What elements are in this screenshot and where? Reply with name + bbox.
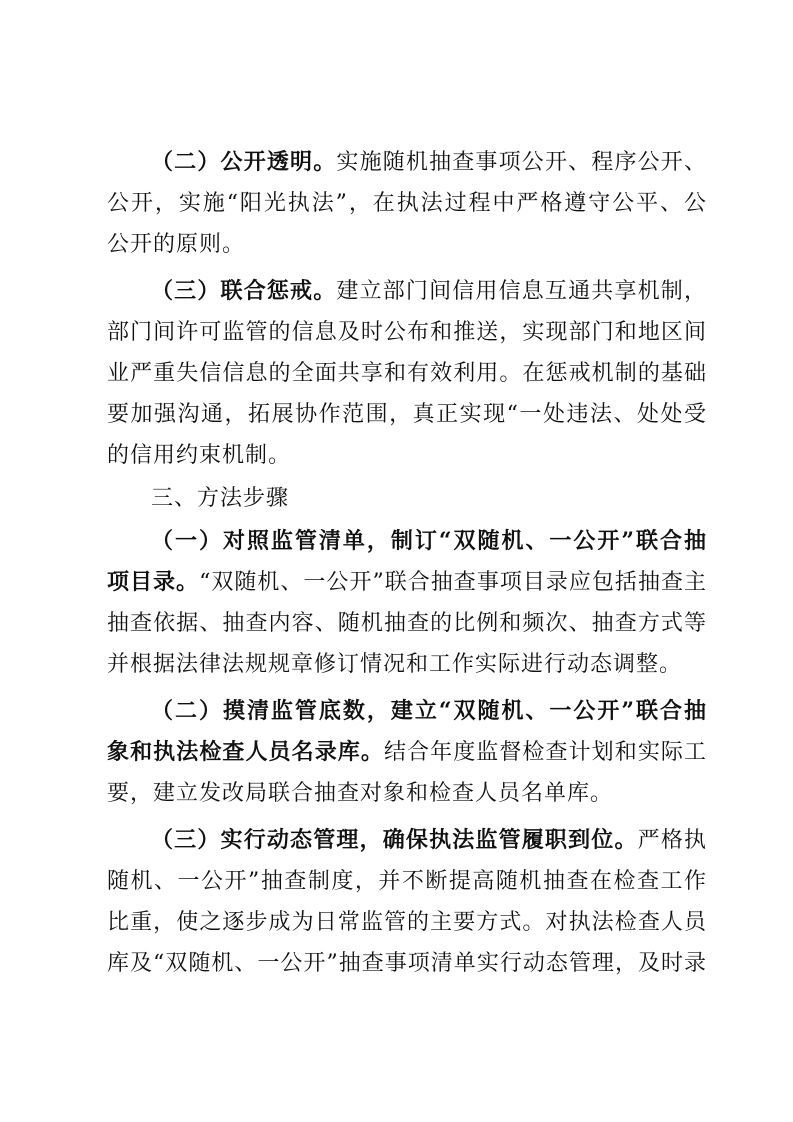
document-body: [107, 142, 707, 984]
text-run: 严格执: [637, 828, 707, 853]
paragraph-joint-punishment: [107, 271, 707, 476]
text-run: 建立部门间信用信息互通共享机制，: [336, 279, 707, 304]
text-line: [107, 820, 707, 861]
section-heading: （一）对照监管清单，制订“双随机、一公开”联合抽: [151, 528, 707, 554]
text-line: 公开，实施“阳光执法”，在执法过程中严格遵守公平、公: [107, 191, 707, 216]
paragraph-baseline: [107, 691, 707, 814]
section-heading: 象和执法检查人员名录库。: [107, 739, 384, 765]
paragraph-openness: [107, 142, 707, 265]
section-heading: 项目录。: [107, 569, 200, 595]
text-run: “双随机、一公开”联合抽查事项目录应包括抽查主: [199, 570, 707, 595]
section-title: 三、方法步骤: [151, 486, 290, 511]
text-line: 公开的原则。: [107, 232, 246, 257]
text-line: [107, 142, 707, 183]
text-line: [107, 562, 707, 603]
section-heading: （二）公开透明。: [151, 149, 337, 175]
section-heading: （三）实行动态管理，确保执法监管履职到位。: [151, 827, 638, 853]
paragraph-dynamic-management: [107, 820, 707, 984]
text-line: 库及“双随机、一公开”抽查事项清单实行动态管理，及时录: [107, 951, 707, 976]
text-line: 的信用约束机制。: [107, 443, 292, 468]
text-line: 要加强沟通，拓展协作范围，真正实现“一处违法、处处受: [107, 402, 707, 427]
text-line: 抽查依据、抽查内容、随机抽查的比例和频次、抽查方式等: [107, 611, 707, 636]
text-line: 比重，使之逐步成为日常监管的主要方式。对执法检查人员: [107, 910, 707, 935]
text-line: 要，建立发改局联合抽查对象和检查人员名单库。: [107, 781, 614, 806]
text-run: 实施随机抽查事项公开、程序公开、: [336, 150, 707, 175]
paragraph-checklist: [107, 521, 707, 685]
text-line: 随机、一公开”抽查制度，并不断提高随机抽查在检查工作: [107, 869, 707, 894]
section-heading: （三）联合惩戒。: [151, 278, 337, 304]
text-line: 业严重失信信息的全面共享和有效利用。在惩戒机制的基础: [107, 361, 707, 386]
text-run: 结合年度监督检查计划和实际工: [383, 740, 707, 765]
text-line: 部门间许可监管的信息及时公布和推送，实现部门和地区间: [107, 320, 707, 345]
text-line: 并根据法律法规规章修订情况和工作实际进行动态调整。: [107, 652, 683, 677]
section-heading: （二）摸清监管底数，建立“双随机、一公开”联合抽: [151, 698, 707, 724]
text-line: [107, 271, 707, 312]
text-line: [107, 732, 707, 773]
